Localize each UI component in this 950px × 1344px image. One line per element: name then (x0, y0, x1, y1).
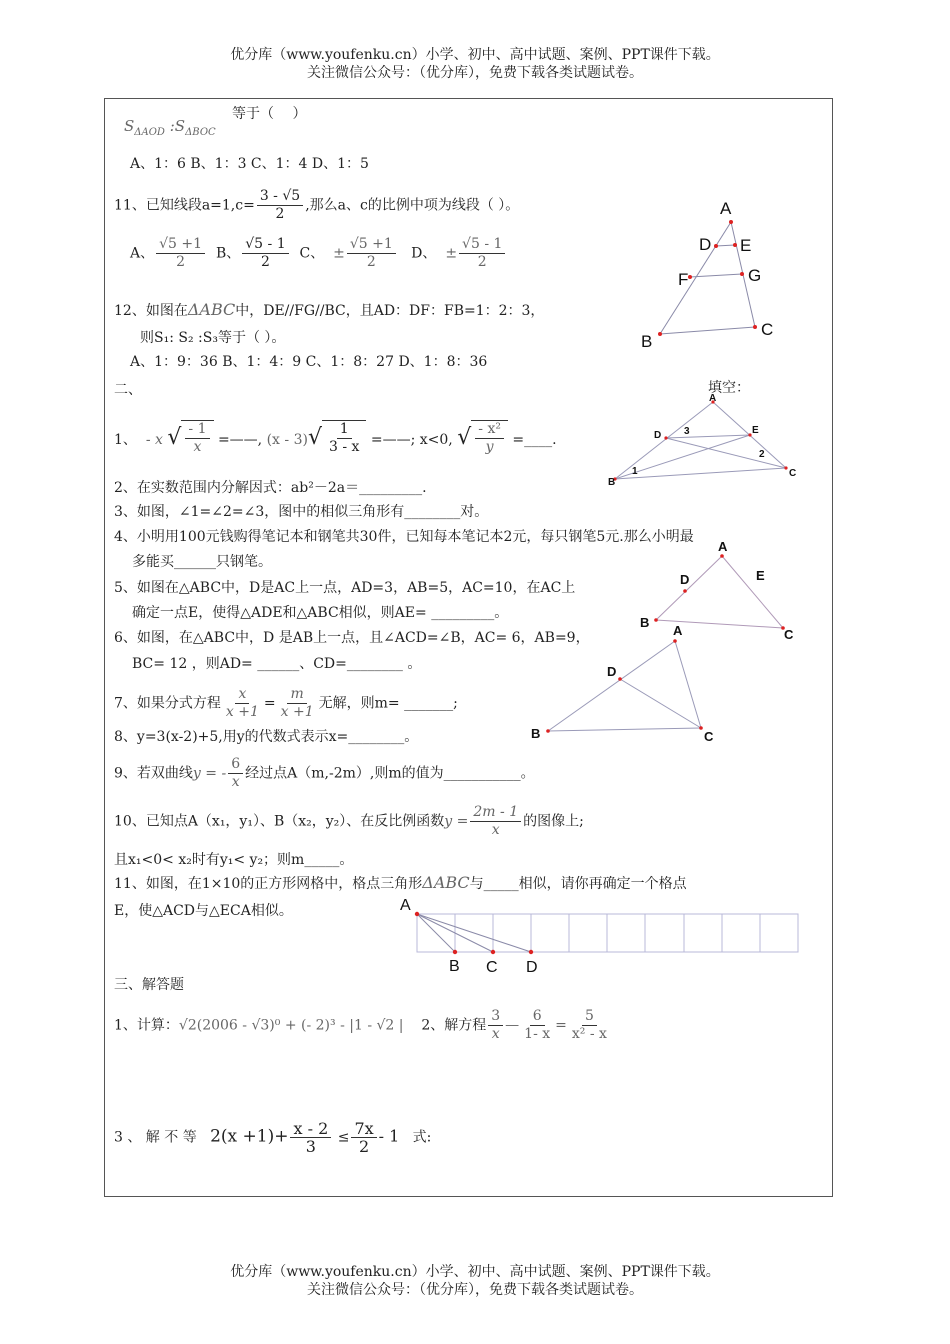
fig5-label-d: D (526, 959, 538, 976)
fig3-label-b: B (640, 615, 650, 630)
fig3-label-e: E (756, 568, 765, 583)
figure-q12 (636, 196, 786, 356)
fill-6-line2: BC= 12 ，则AD= ______、CD=________ 。 (132, 656, 422, 672)
fig3-label-d: D (680, 572, 690, 587)
fig1-point-f (688, 275, 692, 279)
fig5-point-a (415, 912, 419, 916)
fig2-angle-3: 3 (684, 426, 690, 437)
fig5-segment-ab (417, 914, 455, 952)
fig3-label-c: C (784, 627, 794, 642)
fig1-side-ab (660, 222, 731, 334)
fig1-label-g: G (748, 266, 762, 285)
fig1-label-b: B (641, 332, 653, 351)
fig2-label-b: B (608, 477, 616, 488)
fill-4-line2: 多能买______只钢笔。 (132, 554, 272, 570)
fig1-point-g (740, 272, 744, 276)
solve-3: 3 、 解 不 等 2(x +1)+ $\frac{x - 2}{3}$ ≤ $\frac{7x}{2}$ - 1 式: (114, 1119, 432, 1156)
section2-fill-label: 填空： (708, 380, 750, 396)
q12-options: A、1：9：36 B、1：4：9 C、1：8：27 D、1：8：36 (130, 354, 488, 370)
solve-1-2: 1、计算：√2(2006 - √3)⁰ + (- 2)³ - |1 - √2 | 2、解方程 $\frac{3}{x}$ — $\frac{6}{1- x}$ = $\frac{5}{\text{x² - x}}$ (114, 1008, 607, 1042)
fig1-side-bc (660, 327, 755, 334)
fig1-label-e: E (740, 236, 752, 255)
fig2-segment-de (666, 435, 750, 438)
fig2-angle-1: 1 (632, 466, 638, 477)
fig5-label-b: B (449, 958, 460, 975)
fig4-point-d (618, 677, 622, 681)
q11-question: 11、已知线段a=1,c= $\frac{3 - √5}{2}$ ,那么a、c的比例中项为线段（ ）。 (114, 188, 520, 222)
section3-title: 三、解答题 (114, 977, 184, 993)
fill-1: 1、 - x √ $\frac{- 1}{x}$ =——, (x - 3) √ $\frac{1}{3 - x}$ =——; x<0, √ $\frac{\text{- x²}}{y}$ =____. (114, 421, 557, 455)
fig2-label-d: D (654, 430, 662, 441)
fig2-label-c: C (789, 468, 797, 479)
fig5-point-c (491, 950, 495, 954)
fig1-line-de (716, 245, 735, 246)
fig4-side-bc (548, 728, 701, 731)
q12-line2: 则S₁: S₂ :S₃等于（ ）。 (140, 330, 286, 346)
fig2-angle-2: 2 (759, 449, 765, 460)
fig5-label-a: A (400, 897, 411, 914)
fig1-point-d (714, 244, 718, 248)
fig2-side-ab (615, 402, 713, 479)
fig1-label-a: A (720, 199, 732, 218)
fig1-label-f: F (678, 270, 689, 289)
fill-11-line2: E，使△ACD与△ECA相似。 (114, 903, 293, 919)
fig4-label-a: A (673, 623, 683, 638)
fill-4-line1: 4、小明用100元钱购得笔记本和钢笔共30件，已知每本笔记本2元，每只钢笔5元.那么小明最 (114, 529, 694, 545)
fill-7: 7、如果分式方程 $\frac{x}{x +1}$ = $\frac{m}{x +1}$ 无解，则m= _______; (114, 686, 458, 720)
fill-11: 11、如图，在1×10的正方形网格中，格点三角形ΔABC与_____相似，请你再确定一个格点 (114, 873, 687, 892)
fig4-side-ab (548, 641, 675, 731)
fig2-label-e: E (752, 425, 759, 436)
footer-line-1: 优分库（www.youfenku.cn）小学、初中、高中试题、案例、PPT课件下载。 (230, 1264, 720, 1280)
fig4-point-b (546, 729, 550, 733)
fig4-point-c (699, 726, 703, 730)
fig3-label-a: A (718, 539, 728, 554)
q11-options: A、 $\frac{√5 +1}{2}$ B、 $\frac{√5 - 1}{2}$ C、 ± $\frac{√5 +1}{2}$ D、 ± $\frac{√5 - 1}{2}$ (130, 236, 507, 271)
fill-10-line2: 且x₁<0< x₂时有y₁< y₂；则m_____。 (114, 852, 354, 868)
fig2-side-bc (615, 468, 786, 479)
fill-2: 2、在实数范围内分解因式：ab²－2a＝_________. (114, 480, 427, 496)
fill-5-line1: 5、如图在△ABC中，D是AC上一点，AD=3，AB=5，AC=10，在AC上 (114, 580, 576, 596)
fig3-point-a (720, 554, 724, 558)
fig1-label-d: D (699, 235, 712, 254)
fig1-point-e (733, 243, 737, 247)
fig2-point-c (784, 466, 787, 469)
fill-9: 9、若双曲线y = - $\frac{6}{x}$ 经过点A（m,-2m）,则m的值为___________。 (114, 756, 535, 790)
q10-ratio: $S_{\Delta AOD}$ $:S_{\Delta BOC}$ (124, 117, 216, 138)
fig1-point-c (753, 325, 757, 329)
fig2-point-d (664, 436, 667, 439)
fig4-label-d: D (607, 664, 617, 679)
figure-fill-6 (528, 620, 728, 750)
fig3-side-ac (722, 556, 783, 628)
fig5-segment-ad (417, 914, 531, 952)
header-line-1: 优分库（www.youfenku.cn）小学、初中、高中试题、案例、PPT课件下载。 (230, 47, 720, 63)
fig4-point-a (673, 639, 677, 643)
q12-question: 12、如图在ΔABC中，DE//FG//BC，且AD：DF：FB=1：2：3， (114, 300, 545, 319)
fig3-point-d (683, 589, 687, 593)
fill-8: 8、y=3(x-2)+5,用y的代数式表示x=________。 (114, 729, 419, 745)
fig3-side-ab (656, 556, 722, 620)
fig4-label-c: C (704, 729, 714, 744)
header-line-2: 关注微信公众号：（优分库），免费下载各类试题试卷。 (307, 65, 643, 81)
footer-line-2: 关注微信公众号：（优分库），免费下载各类试题试卷。 (307, 1282, 643, 1298)
fig1-label-c: C (761, 320, 774, 339)
fig5-point-d (529, 950, 533, 954)
fig5-point-b (453, 950, 457, 954)
figure-grid-1x10 (396, 892, 806, 976)
section2-title: 二、 (114, 382, 142, 398)
fill-10: 10、已知点A（x₁，y₁）、B（x₂，y₂）、在反比例函数y = $\frac{2m - 1}{x}$ 的图像上; (114, 804, 584, 838)
q10-options: A、1：6 B、1：3 C、1：4 D、1：5 (130, 156, 369, 172)
fig1-point-a (729, 220, 733, 224)
fill-6-line1: 6、如图，在△ABC中，D 是AB上一点，且∠ACD=∠B，AC= 6，AB=9， (114, 630, 590, 646)
fill-5-line2: 确定一点E，使得△ADE和△ABC相似，则AE= _________。 (132, 605, 509, 621)
fig5-label-c: C (486, 959, 498, 976)
q10-tail: 等于（ ） (232, 106, 307, 122)
fig1-point-b (658, 332, 662, 336)
fig2-label-a: A (709, 393, 717, 404)
fig4-label-b: B (531, 726, 541, 741)
figure-fill-3 (604, 390, 804, 490)
fill-3: 3、如图，∠1=∠2=∠3，图中的相似三角形有________对。 (114, 504, 489, 520)
